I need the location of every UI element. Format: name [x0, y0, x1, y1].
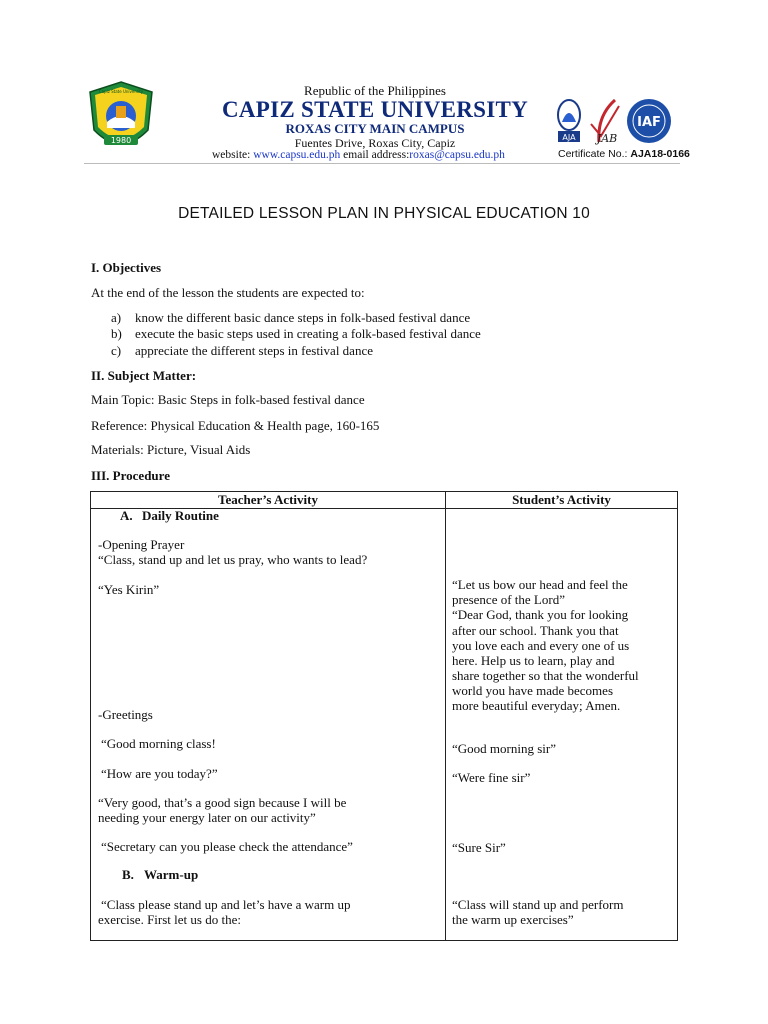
header-republic: Republic of the Philippines	[304, 83, 446, 98]
contact-line	[212, 149, 562, 161]
teacher-line: “Class, stand up and let us pray, who wants to lead?	[98, 552, 368, 567]
teacher-line: “Secretary can you please check the attendance”	[101, 839, 353, 854]
website-link[interactable]: www.capsu.edu.ph	[253, 149, 341, 161]
certificate-value: AJA18-0166	[630, 148, 690, 160]
student-line: presence of the Lord”	[452, 592, 565, 607]
greetings: -Greetings	[98, 707, 153, 722]
teacher-line: needing your energy later on our activity”	[98, 810, 316, 825]
teacher-line: “Class please stand up and let’s have a warm up	[101, 897, 351, 912]
student-line: here. Help us to learn, play and	[452, 653, 615, 668]
student-line: “Good morning sir”	[452, 741, 556, 756]
iaf-logo-icon	[626, 98, 672, 144]
header-divider	[84, 163, 680, 164]
daily-routine-heading: A. Daily Routine	[120, 508, 219, 523]
jab-text: JAB	[596, 132, 618, 145]
email-label: email address:	[340, 149, 410, 161]
student-line: “Were fine sir”	[452, 770, 531, 785]
subject-matter-heading: II. Subject Matter:	[91, 368, 197, 383]
reference: Reference: Physical Education & Health page, 160-165	[91, 418, 380, 433]
opening-prayer: -Opening Prayer	[98, 537, 185, 552]
teacher-line: exercise. First let us do the:	[98, 912, 241, 927]
document-title: DETAILED LESSON PLAN IN PHYSICAL EDUCATION 10	[178, 205, 590, 222]
objectives-intro: At the end of the lesson the students are expected to:	[91, 285, 365, 300]
university-name: CAPIZ STATE UNIVERSITY	[221, 97, 529, 122]
student-line: the warm up exercises”	[452, 912, 574, 927]
seal-year: 1980	[110, 136, 132, 145]
certificate-number	[558, 148, 690, 160]
table-column-divider	[445, 491, 446, 941]
university-seal-icon	[86, 80, 156, 158]
student-line: more beautiful everyday; Amen.	[452, 698, 621, 713]
student-line: “Class will stand up and perform	[452, 897, 624, 912]
objective-item: b) execute the basic steps used in creating a folk-based festival dance	[111, 326, 481, 341]
website-label: website:	[212, 149, 254, 161]
aja-logo-icon	[556, 98, 582, 144]
certificate-label: Certificate No.:	[558, 148, 631, 160]
student-line: “Dear God, thank you for looking	[452, 607, 629, 622]
student-line: “Let us bow our head and feel the	[452, 577, 628, 592]
iaf-text: IAF	[637, 115, 661, 130]
materials: Materials: Picture, Visual Aids	[91, 442, 251, 457]
student-line: “Sure Sir”	[452, 840, 506, 855]
procedure-heading: III. Procedure	[91, 468, 170, 483]
campus-address: Fuentes Drive, Roxas City, Capiz	[294, 136, 456, 150]
teacher-line: “Good morning class!	[101, 736, 216, 751]
email-link[interactable]: roxas@capsu.edu.ph	[409, 149, 505, 161]
objective-item: a) know the different basic dance steps in folk-based festival dance	[111, 310, 471, 325]
objective-item: c) appreciate the different steps in festival dance	[111, 343, 373, 358]
student-activity-header: Student’s Activity	[512, 492, 611, 507]
student-line: share together so that the wonderful	[452, 668, 639, 683]
student-line: after our school. Thank you that	[452, 623, 619, 638]
student-line: world you have made becomes	[452, 683, 614, 698]
teacher-line: “Very good, that’s a good sign because I will be	[98, 795, 347, 810]
main-topic: Main Topic: Basic Steps in folk-based festival dance	[91, 392, 365, 407]
jab-logo-icon	[585, 96, 623, 146]
teacher-line: “How are you today?”	[101, 766, 218, 781]
aja-text: AJA	[562, 133, 576, 142]
objectives-heading: I. Objectives	[91, 260, 162, 275]
teacher-activity-header: Teacher’s Activity	[217, 492, 318, 507]
warm-up-heading: B. Warm-up	[122, 867, 199, 882]
seal-name: Capiz State University	[98, 89, 144, 94]
campus-name: ROXAS CITY MAIN CAMPUS	[285, 121, 465, 136]
teacher-line: “Yes Kirin”	[98, 582, 160, 597]
student-line: you love each and every one of us	[452, 638, 630, 653]
